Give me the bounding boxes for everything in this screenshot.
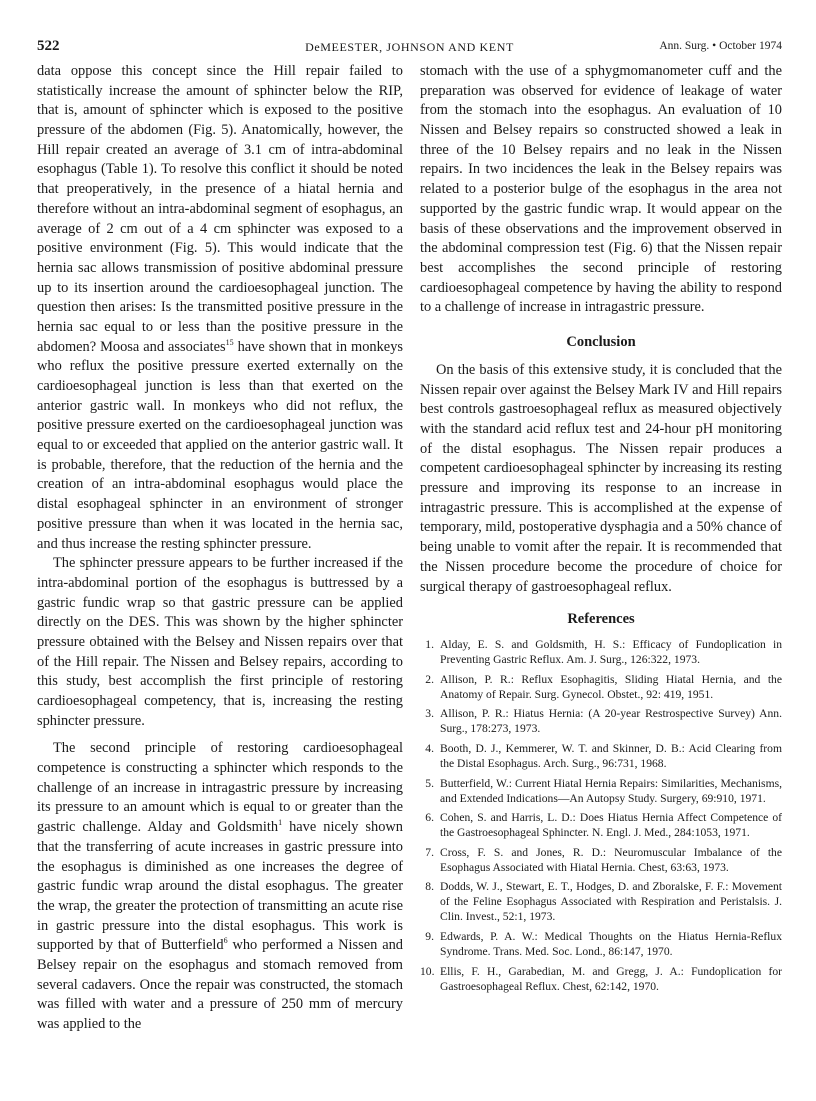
reference-item [420,964,782,994]
reference-number: 1. [425,638,434,652]
reference-text: Cross, F. S. and Jones, R. D.: Neuromuscular Imbalance of the Esophagus Associated with Hiatal Hernia. Chest, 63:63, 1973. [440,845,782,874]
paragraph-text: The second principle of restoring cardioesophageal competence is constructing a sphincter which responds to the challenge of an increase in intragastric pressure by increasing its pressure to an amount which is equal to or greater than the gastric challenge. Alday and Goldsmith [37,740,403,836]
left-column [37,62,403,1035]
reference-number: 5. [425,776,434,790]
reference-text: Edwards, P. A. W.: Medical Thoughts on the Hiatus Hernia-Reflux Syndrome. Trans. Med. Soc. Lond., 86:147, 1970. [440,929,782,959]
reference-item [420,845,782,875]
right-column [420,62,782,998]
reference-item [420,810,782,840]
reference-text: Alday, E. S. and Goldsmith, H. S.: Efficacy of Fundoplication in Preventing Gastric Reflux. Am. J. Surg., 126:322, 1973. [440,638,782,667]
reference-text: Butterfield, W.: Current Hiatal Hernia Repairs: Similarities, Mechanisms, and Extended Indications—An Autopsy Study. Surgery, 69:910, 1971. [440,776,782,805]
reference-text: Cohen, S. and Harris, L. D.: Does Hiatus Hernia Affect Competence of the Gastroesophageal Sphincter. N. Engl. J. Med., 284:1053, 1971. [440,811,782,840]
paragraph: The sphincter pressure appears to be further increased if the intra-abdominal portion of the esophagus is buttressed by a gastric fundic wrap so that gastric pressure can be applied directly on the DES. This was shown by the higher sphincter pressure obtained with the Belsey and Nissen repairs over that of the Hill repair. The Nissen and Belsey repairs, according to this study, best accomplish the first principle of restoring cardioesophageal competency, that is, increasing the resting sphincter pressure. [37,555,403,729]
reference-number: 4. [425,741,434,755]
section-heading-references: References [567,611,635,628]
reference-item [420,879,782,924]
paragraph-text: have shown that in monkeys who reflux the positive pressure exerted externally on the cardioesophageal junction is less than that exerted on the anterior gastric wall. In monkeys who did not reflux, the positive pressure exerted on the cardioesophageal junction was equal to or exceeded that applied on the anterior gastric wall. It is probable, therefore, that the reduction of the hernia and the creation of an intra-abdominal esophagus would place the distal esophageal sphincter in an environment of stronger positive pressure than when it was located in the hernia sac, and thus increase the resting sphincter pressure. [37,338,403,552]
reference-number: 7. [425,845,434,859]
reference-text: Dodds, W. J., Stewart, E. T., Hodges, D. and Zboralske, F. F.: Movement of the Feline Esophagus Associated with Respiration and Peristalsis. J. Clin. Invest., 52:1, 1973. [440,880,782,924]
reference-number: 2. [425,672,434,686]
reference-text: Ellis, F. H., Garabedian, M. and Gregg, J. A.: Fundoplication for Gastroesophageal Reflux. Chest, 62:142, 1970. [440,964,782,993]
reference-item [420,741,782,771]
citation-superscript: 6 [223,936,228,946]
section-heading-conclusion: Conclusion [566,333,636,350]
reference-number: 9. [425,929,434,943]
paragraph: stomach with the use of a sphygmomanometer cuff and the preparation was observed for evidence of leakage of water from the stomach into the esophagus. An evaluation of 10 Nissen and Belsey repairs so constructed showed a leak in three of the 10 Belsey repairs and no leak in the Nissen repairs. In two incidences the leak in the Belsey repairs was related to a posterior bulge of the esophagus in the area not supported by the gastric fundic wrap. It would appear on the basis of these observations and the improvement observed in the abdominal compression test (Fig. 6) that the Nissen repair best accomplishes the second principle of restoring cardioesophageal competence by having the ability to respond to a challenge of increase in intragastric pressure. [420,63,782,316]
reference-list [420,637,782,993]
citation-superscript: 1 [278,818,283,828]
running-header [37,38,782,60]
citation-superscript: 15 [225,337,234,347]
page-number: 522 [37,38,60,54]
running-header-authors: DeMEESTER, JOHNSON AND KENT [305,40,514,54]
paragraph [37,62,403,554]
paragraph [37,739,403,1034]
reference-item [420,706,782,736]
reference-text: Booth, D. J., Kemmerer, W. T. and Skinner, D. B.: Acid Clearing from the Distal Esophagus. Arch. Surg., 96:731, 1968. [440,741,782,771]
paragraph: On the basis of this extensive study, it is concluded that the Nissen repair over against the Belsey Mark IV and Hill repairs best controls gastroesophageal reflux as measured objectively with the standard acid reflux test and 24-hour pH monitoring of the distal esophagus. The Nissen repair produces a competent cardioesophageal sphincter by increasing its resting pressure and improving its response to an increase in intragastric pressure. This is accomplished at the expense of temporary, mild, postoperative dysphagia and a 50% chance of being unable to vomit after the repair. It is recommended that the Nissen procedure become the procedure of choice for surgical therapy of gastroesophageal reflux. [420,361,782,595]
reference-text: Allison, P. R.: Hiatus Hernia: (A 20-year Restrospective Survey) Ann. Surg., 178:273, 1973. [440,707,782,736]
reference-text: Allison, P. R.: Reflux Esophagitis, Sliding Hiatal Hernia, and the Anatomy of Repair. Surg. Gynecol. Obstet., 92: 419, 1951. [440,672,782,701]
reference-number: 8. [425,880,434,894]
paragraph-text: have nicely shown that the transferring of acute increases in gastric pressure into the esophagus is diminished as one increases the degree of gastric fundic wrap around the distal esophagus. The greater the wrap, the greater the protection of transmitting an acute rise in gastric pressure into the distal esophagus. This work is supported by that of Butterfield [37,819,403,954]
reference-item [420,776,782,806]
paragraph-text: data oppose this concept since the Hill repair failed to statistically increase the amount of sphincter below the RIP, that is, amount of sphincter which is exposed to the positive pressure of the abdomen (Fig. 5). Anatomically, however, the Hill repair created an average of 3.1 cm of intra-abdominal esophagus (Table 1). To resolve this conflict it should be noted that preoperatively, in the presence of a hiatal hernia and therefore without an intra-abdominal segment of esophagus, an average of 2 cm out of a 4 cm sphincter was exposed to a positive environment (Fig. 5). This would indicate that the hernia sac allows transmission of positive abdominal pressure up to its insertion around the cardioesophageal junction. The question then arises: Is the transmitted positive pressure in the hernia sac equal to or less than the positive pressure in the abdomen? Moosa and associates [37,63,403,355]
running-header-journal: Ann. Surg. • October 1974 [659,40,782,52]
reference-item [420,929,782,959]
paragraph-text: who performed a Nissen and Belsey repair on the esophagus and stomach removed from several cadavers. Once the repair was constructed, the stomach was filled with water and a pressure of 250 mm of mercury was applied to the [37,937,403,1032]
reference-item [420,672,782,702]
reference-item [420,637,782,667]
reference-number: 3. [425,707,434,721]
reference-number: 6. [425,811,434,825]
reference-number: 10. [420,964,435,978]
